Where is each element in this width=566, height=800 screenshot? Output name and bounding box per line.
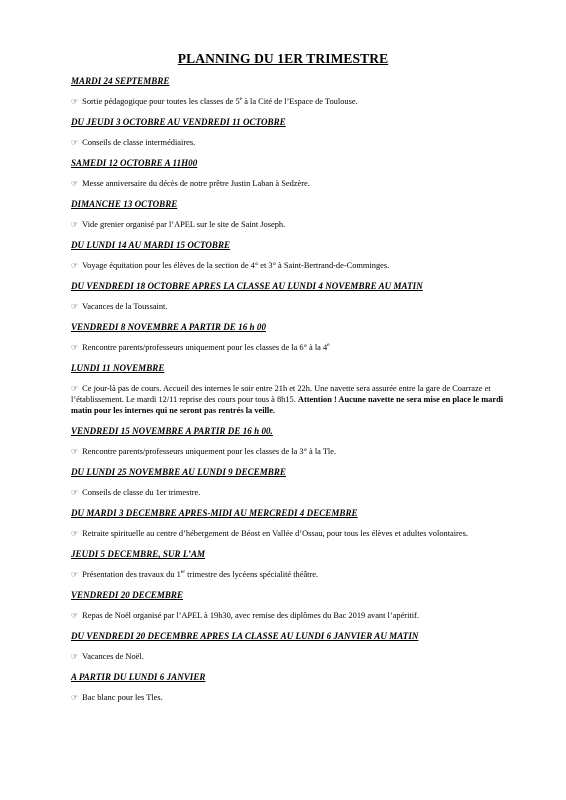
entry-text: Rencontre parents/professeurs uniquement pour les classes de la 3° à la Tle.	[82, 447, 337, 456]
entry-text-end: trimestre des lycéens spécialité théâtre.	[185, 570, 319, 579]
planning-entry	[71, 631, 511, 662]
entry-date-heading: MARDI 24 SEPTEMBRE	[71, 76, 170, 86]
entry-description	[71, 342, 511, 353]
pointing-hand-icon: ☞	[71, 529, 79, 538]
pointing-hand-icon: ☞	[71, 97, 79, 106]
pointing-hand-icon: ☞	[71, 384, 79, 393]
planning-entry	[71, 508, 511, 539]
planning-list	[71, 76, 511, 703]
entry-text: Rencontre parents/professeurs uniquement pour les classes de la 6° à la 4	[82, 343, 328, 352]
entry-description	[71, 219, 511, 230]
planning-entry	[71, 281, 511, 312]
pointing-hand-icon: ☞	[71, 179, 79, 188]
entry-description	[71, 383, 511, 416]
entry-date-heading: DU LUNDI 14 AU MARDI 15 OCTOBRE	[71, 240, 231, 250]
planning-entry	[71, 363, 511, 416]
entry-date-heading: SAMEDI 12 OCTOBRE A 11H00	[71, 158, 198, 168]
entry-date-heading: DU LUNDI 25 NOVEMBRE AU LUNDI 9 DECEMBRE	[71, 467, 286, 477]
entry-date-heading: DU MARDI 3 DECEMBRE APRES-MIDI AU MERCREDI 4 DECEMBRE	[71, 508, 358, 518]
entry-superscript: er	[180, 569, 186, 576]
entry-date-heading: VENDREDI 8 NOVEMBRE A PARTIR DE 16 h 00	[71, 322, 266, 332]
entry-text-end: à la Cité de l’Espace de Toulouse.	[242, 97, 358, 106]
entry-date-heading: DU VENDREDI 18 OCTOBRE APRES LA CLASSE AU LUNDI 4 NOVEMBRE AU MATIN	[71, 281, 423, 291]
planning-entry	[71, 240, 511, 271]
entry-date-heading: DU VENDREDI 20 DECEMBRE APRES LA CLASSE AU LUNDI 6 JANVIER AU MATIN	[71, 631, 419, 641]
entry-superscript: e	[239, 96, 243, 103]
pointing-hand-icon: ☞	[71, 652, 79, 661]
entry-superscript: e	[327, 342, 330, 349]
entry-description	[71, 569, 511, 580]
pointing-hand-icon: ☞	[71, 570, 79, 579]
entry-description	[71, 692, 511, 703]
planning-entry	[71, 322, 511, 353]
pointing-hand-icon: ☞	[71, 611, 79, 620]
entry-text: Sortie pédagogique pour toutes les classes de 5	[82, 97, 240, 106]
entry-description	[71, 96, 511, 107]
pointing-hand-icon: ☞	[71, 302, 79, 311]
entry-date-heading: DIMANCHE 13 OCTOBRE	[71, 199, 178, 209]
entry-description	[71, 301, 511, 312]
entry-text: Vide grenier organisé par l’APEL sur le site de Saint Joseph.	[82, 220, 286, 229]
entry-description	[71, 528, 511, 539]
planning-entry	[71, 467, 511, 498]
planning-entry	[71, 199, 511, 230]
entry-description	[71, 651, 511, 662]
entry-date-heading: VENDREDI 15 NOVEMBRE A PARTIR DE 16 h 00.	[71, 426, 273, 436]
entry-date-heading: JEUDI 5 DECEMBRE, SUR L’AM	[71, 549, 206, 559]
entry-description	[71, 260, 511, 271]
page-title: PLANNING DU 1ER TRIMESTRE	[177, 51, 389, 66]
entry-text: Vacances de la Toussaint.	[82, 302, 168, 311]
entry-text: Présentation des travaux du 1	[82, 570, 181, 579]
entry-date-heading: LUNDI 11 NOVEMBRE	[71, 363, 165, 373]
planning-entry	[71, 158, 511, 189]
entry-description	[71, 610, 511, 621]
entry-description	[71, 137, 511, 148]
planning-entry	[71, 590, 511, 621]
entry-date-heading: VENDREDI 20 DECEMBRE	[71, 590, 184, 600]
entry-date-heading: DU JEUDI 3 OCTOBRE AU VENDREDI 11 OCTOBRE	[71, 117, 286, 127]
entry-text: Conseils de classe intermédiaires.	[82, 138, 196, 147]
entry-text: Voyage équitation pour les élèves de la section de 4° et 3° à Saint-Bertrand-de-Comminges.	[82, 261, 390, 270]
entry-description	[71, 446, 511, 457]
entry-text: Bac blanc pour les Tles.	[82, 693, 163, 702]
pointing-hand-icon: ☞	[71, 261, 79, 270]
pointing-hand-icon: ☞	[71, 447, 79, 456]
entry-text: Conseils de classe du 1er trimestre.	[82, 488, 201, 497]
planning-entry	[71, 672, 511, 703]
pointing-hand-icon: ☞	[71, 343, 79, 352]
pointing-hand-icon: ☞	[71, 488, 79, 497]
entry-description	[71, 178, 511, 189]
pointing-hand-icon: ☞	[71, 138, 79, 147]
entry-text: Repas de Noël organisé par l’APEL à 19h30, avec remise des diplômes du Bac 2019 avant l’apéritif.	[82, 611, 419, 620]
entry-description	[71, 487, 511, 498]
planning-entry	[71, 76, 511, 107]
entry-text: Retraite spirituelle au centre d’hébergement de Béost en Vallée d’Ossau, pour tous les élèves et adultes volontaires.	[82, 529, 468, 538]
entry-date-heading: A PARTIR DU LUNDI 6 JANVIER	[71, 672, 206, 682]
pointing-hand-icon: ☞	[71, 693, 79, 702]
entry-warning: Attention ! Aucune navette ne sera mise en place le mardi matin pour les internes qui ne seront pas rentrés la veille.	[71, 395, 504, 415]
entry-text: Ce jour-là pas de cours. Accueil des internes le soir entre 21h et 22h. Une navette sera assurée entre la gare de Coarraze et l’établissement. Le mardi 12/11 reprise des cours pour tous à 8h15.	[71, 384, 491, 404]
entry-text: Messe anniversaire du décès de notre prêtre Justin Laban à Sedzère.	[82, 179, 310, 188]
entry-text: Vacances de Noël.	[82, 652, 144, 661]
planning-entry	[71, 426, 511, 457]
planning-entry	[71, 117, 511, 148]
pointing-hand-icon: ☞	[71, 220, 79, 229]
planning-entry	[71, 549, 511, 580]
